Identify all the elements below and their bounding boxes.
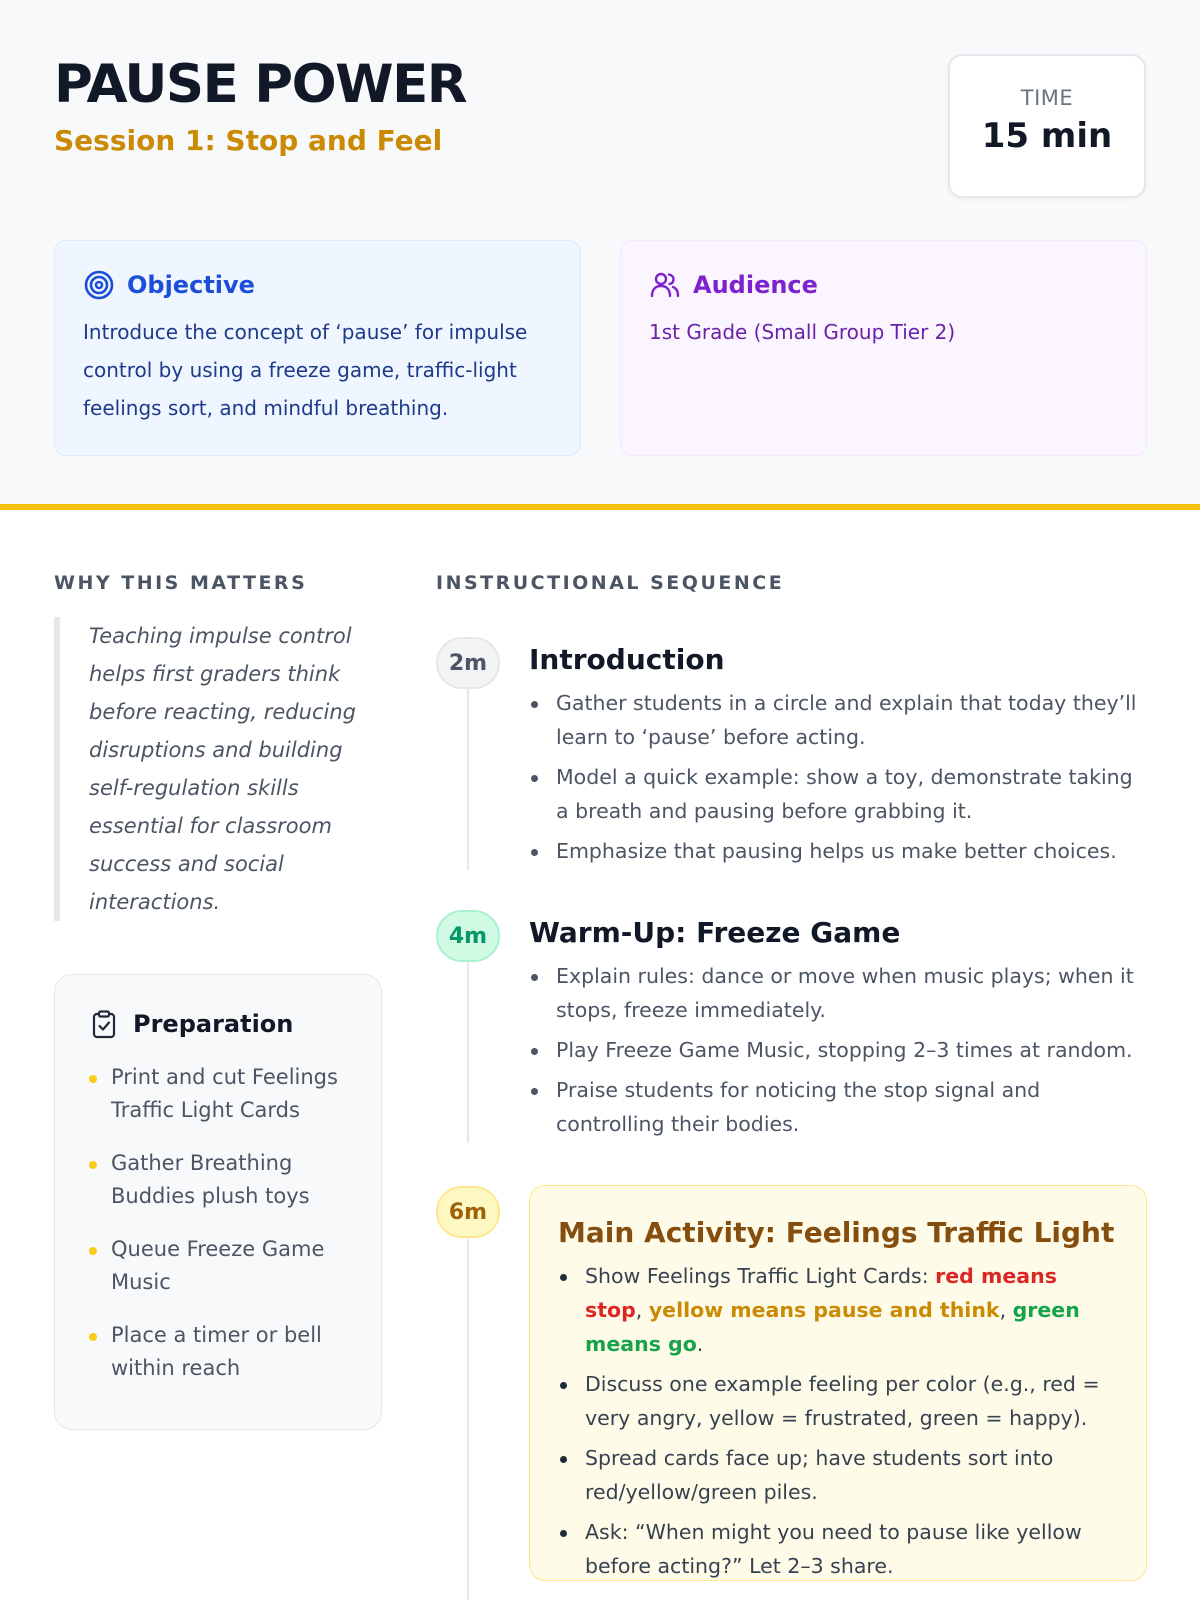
page-title: PAUSE POWER bbox=[54, 54, 467, 115]
step-introduction bbox=[529, 643, 1149, 874]
audience-card bbox=[620, 240, 1147, 456]
list-item: Gather Breathing Buddies plush toys bbox=[89, 1147, 347, 1213]
time-label: TIME bbox=[1020, 86, 1074, 110]
timeline-connector bbox=[467, 961, 469, 1143]
green-label: green means go bbox=[585, 1298, 1080, 1356]
time-badge: 4m bbox=[436, 910, 500, 962]
step-title: Main Activity: Feelings Traffic Light bbox=[558, 1216, 1115, 1249]
list-item: Print and cut Feelings Traffic Light Cards bbox=[89, 1061, 347, 1127]
yellow-label: yellow means pause and think bbox=[648, 1298, 1000, 1322]
audience-text: 1st Grade (Small Group Tier 2) bbox=[649, 320, 956, 344]
timeline-connector bbox=[467, 1238, 469, 1600]
objective-text: Introduce the concept of ‘pause’ for impulse control by using a freeze game, traffic-light feelings sort, and mindful breathing. bbox=[83, 320, 528, 420]
objective-title: Objective bbox=[127, 271, 255, 299]
list-item: Spread cards face up; have students sort into red/yellow/green piles. bbox=[558, 1441, 1118, 1509]
preparation-list bbox=[89, 1061, 347, 1385]
list-item: Emphasize that pausing helps us make better choices. bbox=[529, 834, 1149, 868]
time-card bbox=[948, 54, 1146, 198]
list-item: Discuss one example feeling per color (e.g., red = very angry, yellow = frustrated, green = happy). bbox=[558, 1367, 1118, 1435]
step-title: Introduction bbox=[529, 643, 725, 676]
step-title: Warm-Up: Freeze Game bbox=[529, 916, 901, 949]
list-item: Place a timer or bell within reach bbox=[89, 1319, 347, 1385]
preparation-title: Preparation bbox=[133, 1010, 294, 1038]
time-badge: 6m bbox=[436, 1186, 500, 1238]
list-item: Praise students for noticing the stop signal and controlling their bodies. bbox=[529, 1073, 1149, 1141]
header-section bbox=[0, 0, 1200, 510]
red-label: red means stop bbox=[585, 1264, 1057, 1322]
why-quote: Teaching impulse control helps first graders think before reacting, reducing disruptions and building self-regulation skills essential for classroom success and social interactions. bbox=[54, 617, 374, 921]
list-item: Queue Freeze Game Music bbox=[89, 1233, 347, 1299]
list-item: Explain rules: dance or move when music plays; when it stops, freeze immediately. bbox=[529, 959, 1149, 1027]
list-item: Ask: “When might you need to pause like yellow before acting?” Let 2–3 share. bbox=[558, 1515, 1118, 1583]
time-badge: 2m bbox=[436, 637, 500, 689]
why-label: WHY THIS MATTERS bbox=[54, 572, 308, 594]
time-value: 15 min bbox=[981, 116, 1113, 156]
audience-title: Audience bbox=[693, 271, 818, 299]
list-item: Model a quick example: show a toy, demonstrate taking a breath and pausing before grabbing it. bbox=[529, 760, 1149, 828]
session-subtitle: Session 1: Stop and Feel bbox=[54, 124, 443, 157]
sequence-label: INSTRUCTIONAL SEQUENCE bbox=[436, 572, 785, 594]
clipboard-check-icon bbox=[89, 1009, 119, 1039]
timeline-connector bbox=[467, 688, 469, 870]
target-icon bbox=[83, 269, 115, 301]
step-warm-up bbox=[529, 916, 1149, 1147]
preparation-card bbox=[54, 974, 382, 1430]
users-icon bbox=[649, 269, 681, 301]
list-item: Gather students in a circle and explain that today they’ll learn to ‘pause’ before acting. bbox=[529, 686, 1149, 754]
objective-card bbox=[54, 240, 581, 456]
main-activity-card bbox=[529, 1185, 1147, 1581]
list-item: Show Feelings Traffic Light Cards: red means stop, yellow means pause and think, green means go. bbox=[558, 1259, 1118, 1361]
list-item: Play Freeze Game Music, stopping 2–3 times at random. bbox=[529, 1033, 1149, 1067]
